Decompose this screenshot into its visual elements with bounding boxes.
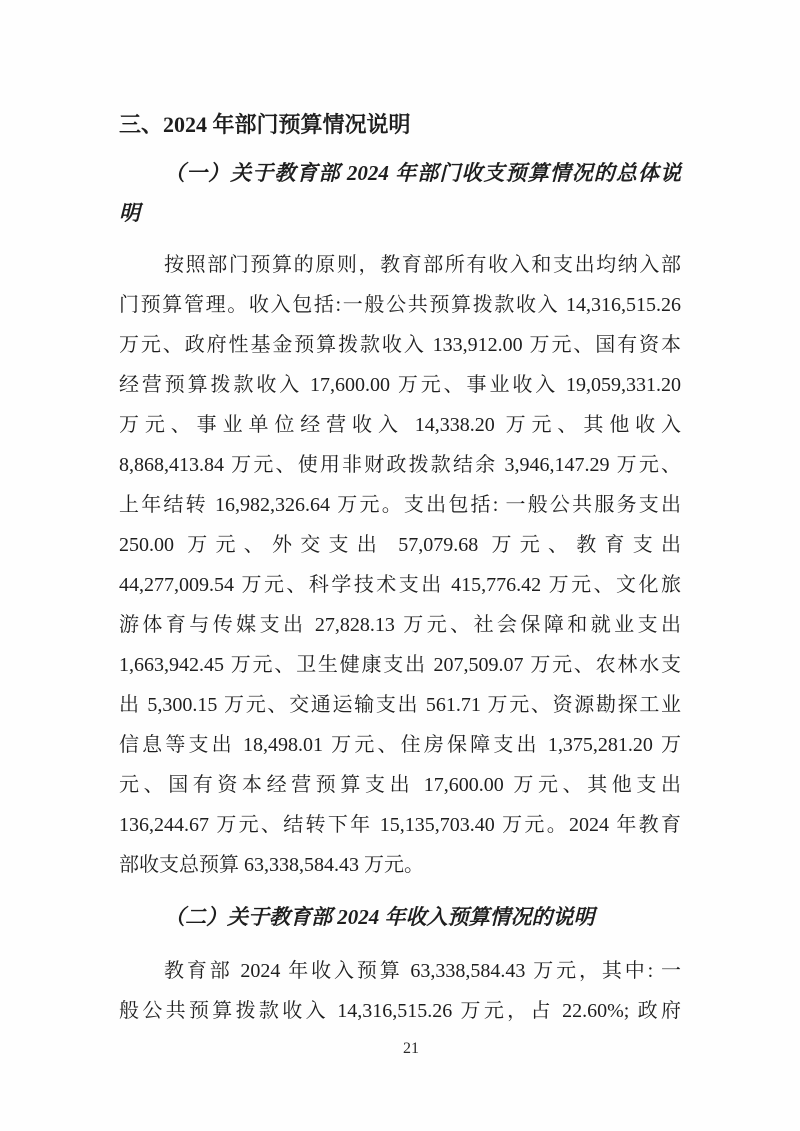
overview-paragraph — [119, 245, 681, 885]
body-line: 万元、政府性基金预算拨款收入 133,912.00 万元、国有资本 — [119, 334, 681, 356]
body-line: 门预算管理。收入包括:一般公共预算拨款收入 14,316,515.26 — [119, 294, 681, 316]
body-line: 8,868,413.84 万元、使用非财政拨款结余 3,946,147.29 万元、 — [119, 454, 681, 476]
main-heading: 三、2024 年部门预算情况说明 — [119, 112, 411, 137]
body-line: 按照部门预算的原则，教育部所有收入和支出均纳入部 — [164, 254, 681, 276]
body-line: 游体育与传媒支出 27,828.13 万元、社会保障和就业支出 — [119, 614, 681, 636]
subsection-2-heading-line: （二）关于教育部 2024 年收入预算情况的说明 — [164, 905, 595, 929]
body-line: 教育部 2024 年收入预算 63,338,584.43 万元，其中: 一 — [164, 960, 681, 982]
subsection-1-heading — [119, 153, 681, 233]
body-line: 部收支总预算 63,338,584.43 万元。 — [119, 854, 424, 876]
body-line: 1,663,942.45 万元、卫生健康支出 207,509.07 万元、农林水支 — [119, 654, 681, 676]
body-line: 信息等支出 18,498.01 万元、住房保障支出 1,375,281.20 万 — [119, 734, 681, 756]
income-paragraph — [119, 951, 681, 1031]
page-number: 21 — [403, 1040, 419, 1057]
subsection-2-heading — [119, 897, 681, 937]
body-line: 般公共预算拨款收入 14,316,515.26 万元，占 22.60%; 政府 — [119, 1000, 681, 1022]
body-line: 出 5,300.15 万元、交通运输支出 561.71 万元、资源勘探工业 — [119, 694, 681, 716]
body-line: 136,244.67 万元、结转下年 15,135,703.40 万元。2024 年教育 — [119, 814, 681, 836]
subsection-1-heading-line-2: 明 — [119, 201, 140, 225]
body-line: 44,277,009.54 万元、科学技术支出 415,776.42 万元、文化旅 — [119, 574, 681, 596]
body-line: 元、国有资本经营预算支出 17,600.00 万元、其他支出 — [119, 774, 681, 796]
body-line: 经营预算拨款收入 17,600.00 万元、事业收入 19,059,331.20 — [119, 374, 681, 396]
subsection-1-heading-line-1: （一）关于教育部 2024 年部门收支预算情况的总体说 — [164, 161, 681, 185]
body-line: 万元、事业单位经营收入 14,338.20 万元、其他收入 — [119, 414, 681, 436]
body-line: 250.00 万元、外交支出 57,079.68 万元、教育支出 — [119, 534, 681, 556]
body-line: 上年结转 16,982,326.64 万元。支出包括: 一般公共服务支出 — [119, 494, 681, 516]
